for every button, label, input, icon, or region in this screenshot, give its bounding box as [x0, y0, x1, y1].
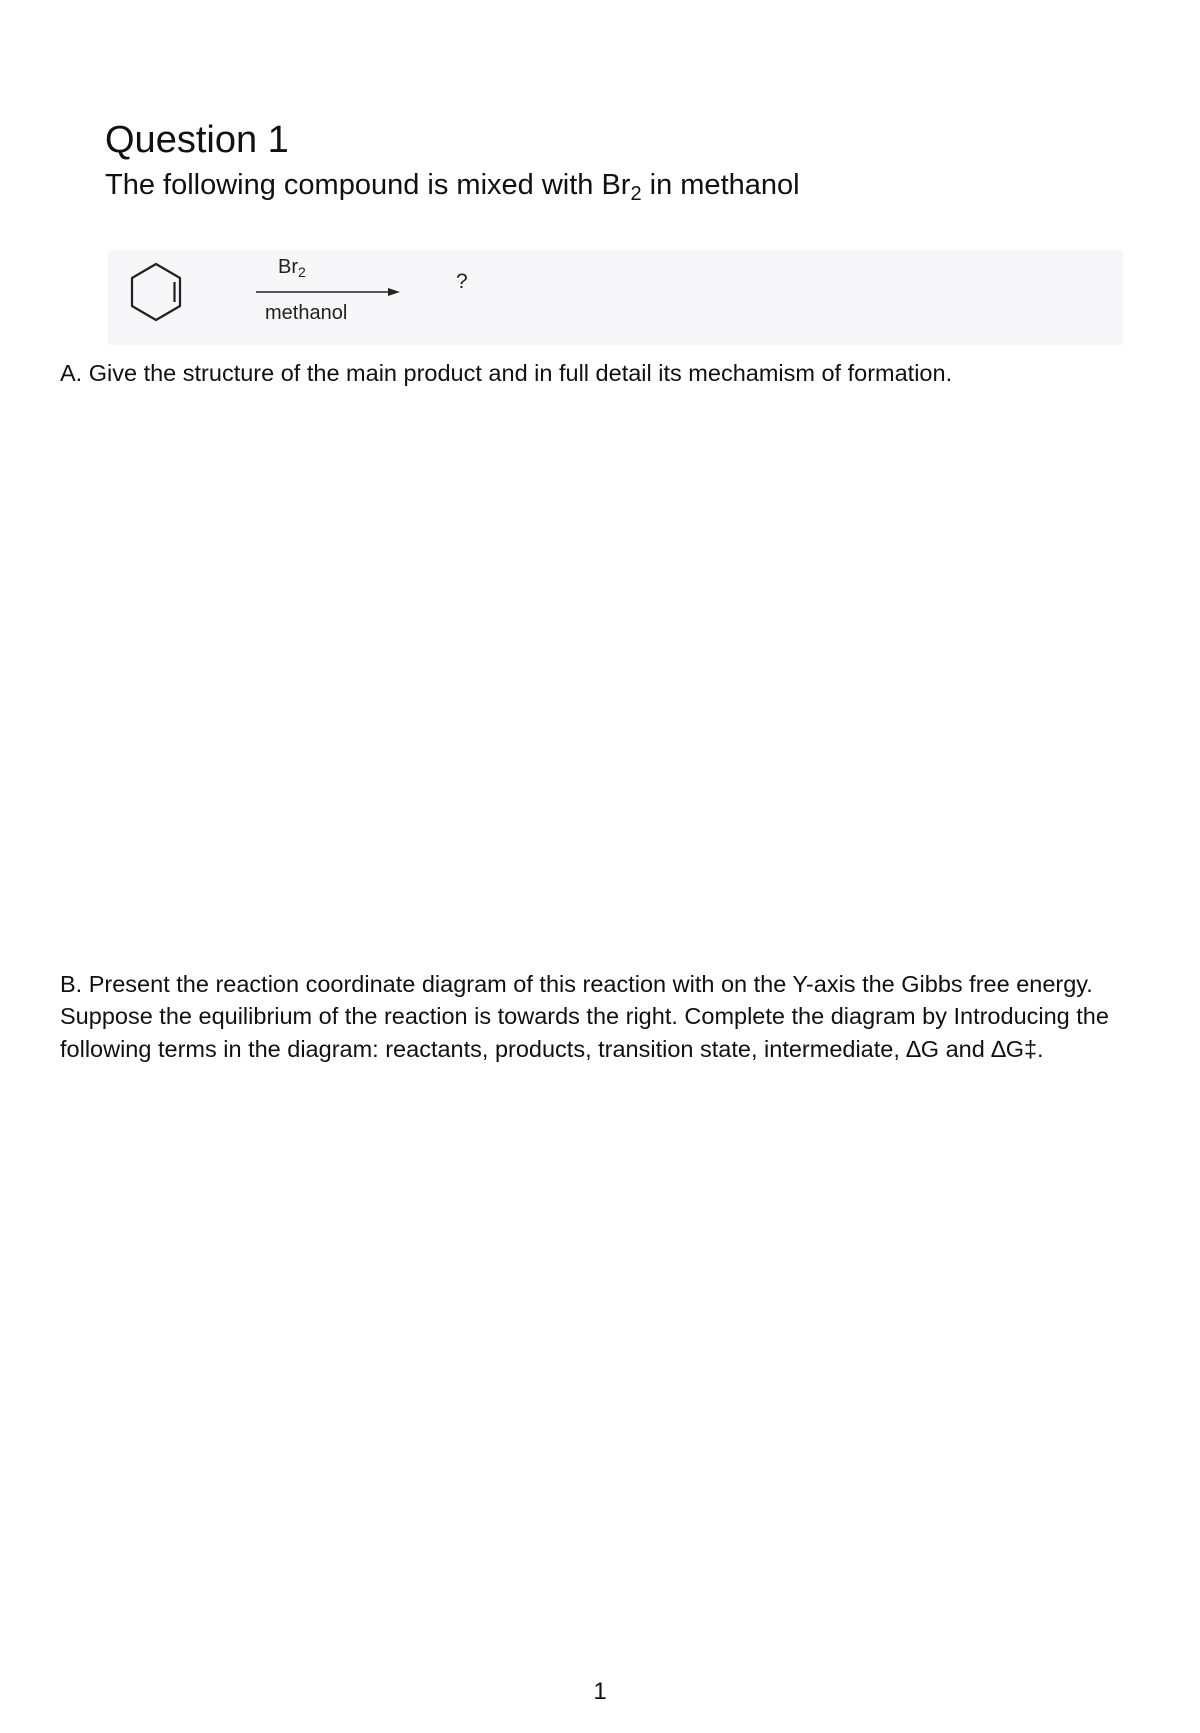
reagent-label: [278, 256, 306, 280]
page-number: 1: [593, 1678, 607, 1705]
intro-subscript: 2: [630, 183, 642, 205]
part-b-prompt: B. Present the reaction coordinate diagram of this reaction with on the Y-axis the Gibbs free energy. Suppose the equilibrium of the reaction is towards the right. Complete the diagram by Introducing the following terms in the diagram: reactants, products, transition state, intermediate, ∆G and ∆G‡.: [60, 971, 1109, 1062]
cyclohexene-ring: [132, 264, 180, 320]
solvent-label: methanol: [265, 302, 348, 324]
unknown-product: ?: [456, 270, 468, 293]
reaction-arrow: [256, 288, 400, 296]
question-title: Question 1: [105, 119, 289, 161]
intro-text-before: The following compound is mixed with Br: [105, 169, 631, 201]
cyclohexene-structure: [132, 264, 180, 320]
reaction-scheme-drawing: [108, 250, 1123, 345]
reaction-scheme: [108, 250, 1123, 345]
reagent-subscript: 2: [298, 264, 306, 280]
part-a-prompt: A. Give the structure of the main product and in full detail its mechamism of formation.: [60, 360, 953, 386]
reagent-base: Br: [278, 256, 298, 278]
question-intro: [105, 168, 800, 206]
intro-text-after: in methanol: [641, 169, 800, 201]
